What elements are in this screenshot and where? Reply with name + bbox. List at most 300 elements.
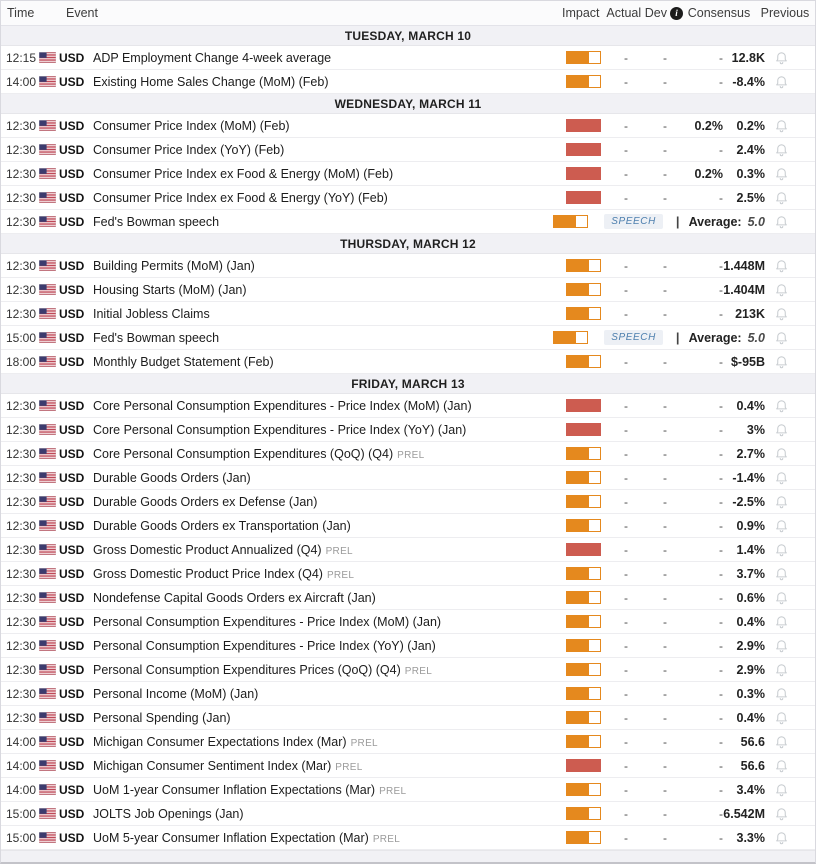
- event-time: 12:30: [6, 494, 37, 509]
- event-name-label: Nondefense Capital Goods Orders ex Aircraft (Jan): [93, 590, 376, 605]
- impact-cell: [561, 663, 605, 676]
- event-name[interactable]: [93, 447, 561, 461]
- dev-value: -: [663, 470, 667, 485]
- actual-value: -: [624, 686, 628, 701]
- event-row[interactable]: [1, 610, 815, 634]
- bell-cell: [765, 50, 797, 65]
- impact-indicator: [566, 567, 601, 580]
- bell-icon[interactable]: [774, 354, 789, 369]
- bell-icon[interactable]: [774, 758, 789, 773]
- bell-cell: [765, 354, 797, 369]
- impact-indicator: [566, 283, 601, 296]
- us-flag-icon: [39, 308, 56, 319]
- event-row[interactable]: [1, 162, 815, 186]
- bell-cell: [765, 590, 797, 605]
- actual-value: -: [624, 662, 628, 677]
- bell-cell: [765, 398, 797, 413]
- event-row[interactable]: [1, 586, 815, 610]
- event-name[interactable]: [93, 355, 561, 369]
- event-row[interactable]: [1, 514, 815, 538]
- consensus-value: -: [719, 686, 723, 701]
- previous-value: 12.8K: [731, 50, 765, 65]
- event-name[interactable]: [93, 831, 561, 845]
- event-name[interactable]: [93, 119, 561, 133]
- bell-cell: [765, 638, 797, 653]
- currency-code: USD: [59, 74, 85, 89]
- actual-value: -: [624, 542, 628, 557]
- impact-indicator: [566, 119, 601, 132]
- prel-badge: PREL: [372, 833, 401, 845]
- bell-icon[interactable]: [774, 806, 789, 821]
- event-row[interactable]: [1, 826, 815, 850]
- event-time: 14:00: [6, 74, 37, 89]
- us-flag-icon: [39, 520, 56, 531]
- prel-badge: PREL: [325, 545, 353, 557]
- bell-cell: [765, 782, 797, 797]
- event-time: 12:30: [6, 118, 37, 133]
- actual-value: -: [624, 142, 628, 157]
- event-name[interactable]: [93, 639, 561, 653]
- dev-value: -: [663, 758, 667, 773]
- prel-badge: PREL: [397, 449, 425, 461]
- event-row[interactable]: [1, 210, 815, 234]
- event-time: 12:30: [6, 662, 37, 677]
- event-row[interactable]: [1, 634, 815, 658]
- impact-cell: [561, 191, 605, 204]
- impact-cell: [548, 215, 592, 228]
- bell-cell: [765, 830, 797, 845]
- impact-indicator: [566, 259, 601, 272]
- impact-cell: [561, 355, 605, 368]
- impact-indicator: [566, 519, 601, 532]
- event-name[interactable]: [93, 783, 561, 797]
- impact-cell: [561, 259, 605, 272]
- consensus-value: -: [719, 710, 723, 725]
- event-name-label: Gross Domestic Product Annualized (Q4): [93, 542, 322, 557]
- bell-icon[interactable]: [774, 74, 789, 89]
- event-name[interactable]: [93, 423, 561, 437]
- us-flag-icon: [39, 120, 56, 131]
- currency-code: USD: [59, 686, 85, 701]
- currency-code: USD: [59, 494, 85, 509]
- event-row[interactable]: [1, 114, 815, 138]
- event-time: 12:30: [6, 566, 37, 581]
- dev-value: -: [663, 734, 667, 749]
- impact-cell: [561, 307, 605, 320]
- impact-indicator: [566, 663, 601, 676]
- us-flag-icon: [39, 76, 56, 87]
- event-name-label: Fed's Bowman speech: [93, 214, 220, 229]
- event-row[interactable]: [1, 754, 815, 778]
- day-separator-label: FRIDAY, MARCH 13: [351, 376, 465, 391]
- speech-cell: [592, 214, 765, 229]
- event-name-label: Personal Spending (Jan): [93, 710, 231, 725]
- bell-icon[interactable]: [774, 614, 789, 629]
- actual-value: -: [624, 830, 628, 845]
- previous-value: 56.6: [740, 758, 765, 773]
- event-name[interactable]: [93, 495, 561, 509]
- us-flag-icon: [39, 832, 56, 843]
- event-name[interactable]: [93, 591, 561, 605]
- event-row[interactable]: [1, 186, 815, 210]
- average-value: 5.0: [747, 330, 765, 345]
- actual-value: -: [624, 446, 628, 461]
- event-row[interactable]: [1, 302, 815, 326]
- bell-cell: [765, 330, 797, 345]
- event-row[interactable]: [1, 254, 815, 278]
- dev-value: -: [663, 782, 667, 797]
- event-name-label: Personal Consumption Expenditures - Price Index (MoM) (Jan): [93, 614, 442, 629]
- impact-indicator: [566, 191, 601, 204]
- event-name[interactable]: [93, 471, 561, 485]
- bell-icon[interactable]: [774, 258, 789, 273]
- us-flag-icon: [39, 760, 56, 771]
- currency-code: USD: [59, 734, 85, 749]
- speech-divider: |: [675, 330, 680, 345]
- event-name[interactable]: [93, 807, 561, 821]
- dev-value: -: [663, 614, 667, 629]
- day-separator-label: TUESDAY, MARCH 10: [344, 28, 472, 43]
- bell-cell: [765, 806, 797, 821]
- previous-value: 0.4%: [736, 398, 765, 413]
- currency-code: USD: [59, 330, 85, 345]
- impact-cell: [561, 119, 605, 132]
- actual-value: -: [624, 74, 628, 89]
- bell-icon[interactable]: [774, 830, 789, 845]
- event-name[interactable]: [93, 543, 561, 557]
- event-name[interactable]: [93, 283, 561, 297]
- event-time: 15:00: [6, 830, 37, 845]
- previous-value: $-95B: [730, 354, 765, 369]
- speech-badge: SPEECH: [604, 214, 663, 229]
- event-name-label: Michigan Consumer Expectations Index (Mar): [93, 734, 347, 749]
- actual-value: -: [624, 614, 628, 629]
- impact-indicator: [566, 167, 601, 180]
- event-time: 14:00: [6, 734, 37, 749]
- bell-cell: [765, 74, 797, 89]
- dev-value: -: [663, 74, 667, 89]
- actual-value: -: [624, 470, 628, 485]
- event-name[interactable]: [93, 687, 561, 701]
- event-row[interactable]: [1, 490, 815, 514]
- previous-value: 1.404M: [723, 282, 765, 297]
- previous-value: 2.9%: [736, 638, 765, 653]
- average-value: 5.0: [747, 214, 765, 229]
- info-icon[interactable]: i: [670, 7, 683, 20]
- impact-indicator: [566, 75, 601, 88]
- day-separator-label: WEDNESDAY, MARCH 11: [334, 96, 482, 111]
- event-name-label: JOLTS Job Openings (Jan): [93, 806, 244, 821]
- day-separator: [1, 374, 815, 394]
- previous-value: -8.4%: [732, 74, 765, 89]
- consensus-value: -: [719, 758, 723, 773]
- event-time: 18:00: [6, 354, 37, 369]
- bell-cell: [765, 614, 797, 629]
- bell-icon[interactable]: [774, 50, 789, 65]
- event-row[interactable]: [1, 70, 815, 94]
- event-name-label: UoM 1-year Consumer Inflation Expectations (Mar): [93, 782, 376, 797]
- event-name-label: Monthly Budget Statement (Feb): [93, 354, 274, 369]
- currency-code: USD: [59, 214, 85, 229]
- us-flag-icon: [39, 424, 56, 435]
- calendar-header-row: [1, 1, 815, 26]
- event-row[interactable]: [1, 538, 815, 562]
- bell-icon[interactable]: [774, 330, 789, 345]
- dev-value: -: [663, 142, 667, 157]
- actual-value: -: [624, 734, 628, 749]
- previous-value: 0.4%: [736, 614, 765, 629]
- us-flag-icon: [39, 400, 56, 411]
- consensus-value: -: [719, 614, 723, 629]
- impact-cell: [561, 447, 605, 460]
- us-flag-icon: [39, 616, 56, 627]
- impact-cell: [561, 143, 605, 156]
- us-flag-icon: [39, 784, 56, 795]
- speech-badge: SPEECH: [604, 330, 663, 345]
- dev-value: -: [663, 566, 667, 581]
- actual-value: -: [624, 566, 628, 581]
- impact-cell: [561, 831, 605, 844]
- currency-code: USD: [59, 446, 85, 461]
- bell-cell: [765, 190, 797, 205]
- dev-value: -: [663, 542, 667, 557]
- us-flag-icon: [39, 260, 56, 271]
- impact-indicator: [553, 331, 588, 344]
- actual-value: -: [624, 518, 628, 533]
- bell-cell: [765, 422, 797, 437]
- impact-indicator: [566, 783, 601, 796]
- bell-cell: [765, 542, 797, 557]
- event-time: 12:15: [6, 50, 37, 65]
- event-row[interactable]: [1, 46, 815, 70]
- bell-icon[interactable]: [774, 446, 789, 461]
- event-name[interactable]: [93, 191, 561, 205]
- day-separator: [1, 94, 815, 114]
- impact-indicator: [566, 735, 601, 748]
- consensus-value: -: [719, 518, 723, 533]
- currency-code: USD: [59, 258, 85, 273]
- event-name[interactable]: [93, 663, 561, 677]
- event-name-label: Durable Goods Orders ex Defense (Jan): [93, 494, 318, 509]
- dev-value: -: [663, 518, 667, 533]
- event-name[interactable]: [93, 75, 561, 89]
- event-name[interactable]: [93, 759, 561, 773]
- bell-icon[interactable]: [774, 542, 789, 557]
- bell-icon[interactable]: [774, 398, 789, 413]
- us-flag-icon: [39, 640, 56, 651]
- us-flag-icon: [39, 736, 56, 747]
- impact-indicator: [553, 215, 588, 228]
- bell-cell: [765, 142, 797, 157]
- event-time: 12:30: [6, 470, 37, 485]
- impact-cell: [561, 783, 605, 796]
- bell-icon[interactable]: [774, 494, 789, 509]
- bell-icon[interactable]: [774, 686, 789, 701]
- event-name-label: ADP Employment Change 4-week average: [93, 50, 332, 65]
- actual-value: -: [624, 638, 628, 653]
- event-time: 12:30: [6, 710, 37, 725]
- previous-value: 2.4%: [736, 142, 765, 157]
- dev-value: -: [663, 258, 667, 273]
- impact-cell: [561, 591, 605, 604]
- currency-code: USD: [59, 518, 85, 533]
- bell-icon[interactable]: [774, 518, 789, 533]
- bell-cell: [765, 118, 797, 133]
- dev-value: -: [663, 422, 667, 437]
- impact-cell: [561, 543, 605, 556]
- actual-value: -: [624, 710, 628, 725]
- event-time: 12:30: [6, 614, 37, 629]
- currency-code: USD: [59, 354, 85, 369]
- event-row[interactable]: [1, 778, 815, 802]
- prel-badge: PREL: [326, 569, 355, 581]
- event-name[interactable]: [93, 567, 561, 581]
- dev-value: -: [663, 686, 667, 701]
- consensus-value: -: [719, 494, 723, 509]
- event-name[interactable]: [93, 615, 561, 629]
- event-row[interactable]: [1, 278, 815, 302]
- impact-cell: [561, 75, 605, 88]
- event-row[interactable]: [1, 394, 815, 418]
- event-row[interactable]: [1, 418, 815, 442]
- event-row[interactable]: [1, 326, 815, 350]
- consensus-value: -: [719, 258, 723, 273]
- event-name[interactable]: [93, 143, 561, 157]
- event-name[interactable]: [93, 735, 561, 749]
- bell-icon[interactable]: [774, 422, 789, 437]
- event-name[interactable]: [93, 51, 561, 65]
- event-name[interactable]: [93, 399, 561, 413]
- header-actual: Actual: [606, 6, 642, 20]
- bell-icon[interactable]: [774, 590, 789, 605]
- bell-cell: [765, 566, 797, 581]
- event-row[interactable]: [1, 682, 815, 706]
- currency-code: USD: [59, 830, 85, 845]
- impact-cell: [561, 495, 605, 508]
- dev-value: -: [663, 638, 667, 653]
- prel-badge: PREL: [335, 761, 363, 773]
- currency-code: USD: [59, 806, 85, 821]
- speech-divider: |: [675, 214, 680, 229]
- event-name-label: Gross Domestic Product Price Index (Q4): [93, 566, 323, 581]
- event-row[interactable]: [1, 138, 815, 162]
- event-name[interactable]: [93, 331, 548, 345]
- day-separator-label: THURSDAY, MARCH 12: [340, 236, 476, 251]
- consensus-value: -: [719, 566, 723, 581]
- actual-value: -: [624, 190, 628, 205]
- dev-value: -: [663, 354, 667, 369]
- header-dev-label: Dev: [644, 6, 667, 20]
- currency-code: USD: [59, 118, 85, 133]
- event-row[interactable]: [1, 802, 815, 826]
- bell-icon[interactable]: [774, 306, 789, 321]
- bell-icon[interactable]: [774, 214, 789, 229]
- event-name-label: Consumer Price Index ex Food & Energy (MoM) (Feb): [93, 166, 394, 181]
- currency-code: USD: [59, 638, 85, 653]
- event-row[interactable]: [1, 658, 815, 682]
- actual-value: -: [624, 422, 628, 437]
- event-row[interactable]: [1, 730, 815, 754]
- bell-cell: [765, 734, 797, 749]
- event-row[interactable]: [1, 350, 815, 374]
- bell-icon[interactable]: [774, 710, 789, 725]
- bell-icon[interactable]: [774, 662, 789, 677]
- bell-icon[interactable]: [774, 470, 789, 485]
- impact-indicator: [566, 591, 601, 604]
- consensus-value: 0.2%: [694, 118, 723, 133]
- consensus-value: -: [719, 74, 723, 89]
- bell-icon[interactable]: [774, 638, 789, 653]
- us-flag-icon: [39, 808, 56, 819]
- event-row[interactable]: [1, 442, 815, 466]
- event-name[interactable]: [93, 711, 561, 725]
- dev-value: -: [663, 398, 667, 413]
- currency-code: USD: [59, 50, 85, 65]
- bell-cell: [765, 258, 797, 273]
- event-name-label: Durable Goods Orders ex Transportation (Jan): [93, 518, 351, 533]
- impact-indicator: [566, 495, 601, 508]
- event-time: 12:30: [6, 258, 37, 273]
- consensus-value: -: [719, 638, 723, 653]
- previous-value: 3.3%: [736, 830, 765, 845]
- impact-cell: [561, 615, 605, 628]
- impact-indicator: [566, 399, 601, 412]
- event-name-label: Core Personal Consumption Expenditures - Price Index (YoY) (Jan): [93, 422, 467, 437]
- event-time: 12:30: [6, 142, 37, 157]
- event-row[interactable]: [1, 562, 815, 586]
- impact-indicator: [566, 51, 601, 64]
- bell-icon[interactable]: [774, 782, 789, 797]
- bell-icon[interactable]: [774, 566, 789, 581]
- bell-cell: [765, 662, 797, 677]
- consensus-value: -: [719, 282, 723, 297]
- event-time: 12:30: [6, 214, 37, 229]
- event-name-label: Fed's Bowman speech: [93, 330, 220, 345]
- dev-value: -: [663, 166, 667, 181]
- bell-icon[interactable]: [774, 142, 789, 157]
- dev-value: -: [663, 710, 667, 725]
- event-name[interactable]: [93, 215, 548, 229]
- dev-value: -: [663, 190, 667, 205]
- bell-icon[interactable]: [774, 734, 789, 749]
- consensus-value: -: [719, 50, 723, 65]
- impact-indicator: [566, 543, 601, 556]
- event-name[interactable]: [93, 259, 561, 273]
- currency-code: USD: [59, 470, 85, 485]
- bell-icon[interactable]: [774, 118, 789, 133]
- actual-value: -: [624, 398, 628, 413]
- currency-code: USD: [59, 758, 85, 773]
- event-name[interactable]: [93, 307, 561, 321]
- header-event: Event: [66, 6, 98, 20]
- impact-cell: [561, 639, 605, 652]
- bell-icon[interactable]: [774, 282, 789, 297]
- previous-value: 0.4%: [736, 710, 765, 725]
- dev-value: -: [663, 830, 667, 845]
- event-row[interactable]: [1, 466, 815, 490]
- event-time: 12:30: [6, 166, 37, 181]
- consensus-value: -: [719, 734, 723, 749]
- event-name[interactable]: [93, 519, 561, 533]
- event-name-label: Core Personal Consumption Expenditures (QoQ) (Q4): [93, 446, 394, 461]
- impact-cell: [561, 711, 605, 724]
- event-name-label: Personal Consumption Expenditures - Price Index (YoY) (Jan): [93, 638, 436, 653]
- us-flag-icon: [39, 472, 56, 483]
- event-name[interactable]: [93, 167, 561, 181]
- event-row[interactable]: [1, 706, 815, 730]
- bell-icon[interactable]: [774, 166, 789, 181]
- bell-icon[interactable]: [774, 190, 789, 205]
